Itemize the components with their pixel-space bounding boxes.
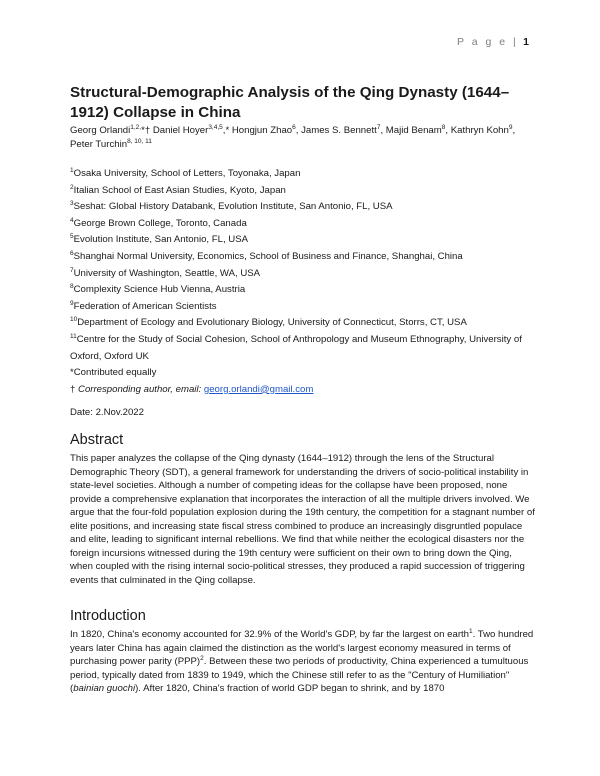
affiliation-number: 7: [70, 266, 74, 274]
dagger-mark: †: [70, 383, 79, 395]
affiliation-number: 10: [70, 316, 78, 324]
affiliation-text: Seshat: Global History Databank, Evolution Institute, San Antonio, FL, USA: [73, 201, 393, 213]
paper-title: Structural-Demographic Analysis of the Qing Dynasty (1644–1912) Collapse in China: [70, 84, 510, 121]
affiliation-item: [70, 315, 540, 332]
page-number-header: [457, 36, 529, 48]
corresponding-author-note: [70, 382, 540, 399]
author-mark: ,*: [222, 125, 230, 136]
author-affil-sup: 9: [508, 124, 513, 131]
author-name: , James S. Bennett: [295, 125, 377, 136]
affiliation-text: Evolution Institute, San Antonio, FL, USA: [73, 234, 249, 246]
affiliation-number: 2: [70, 183, 74, 191]
corresponding-label: Corresponding author, email:: [78, 383, 204, 395]
affiliation-item: [70, 216, 540, 233]
author-affil-sup: 7: [376, 124, 381, 131]
affiliation-item: [70, 166, 540, 183]
author-name: , Peter Turchin: [70, 125, 516, 150]
author-name: Daniel Hoyer: [150, 125, 209, 136]
affiliation-item: [70, 332, 540, 365]
author-affil-sup: 1,2,: [130, 124, 142, 131]
introduction-text: [70, 628, 536, 696]
affiliation-number: 5: [70, 233, 74, 241]
affiliation-item: [70, 183, 540, 200]
abstract-text: This paper analyzes the collapse of the Qing dynasty (1644–1912) through the lens of the Structural Demographic Theory (SDT), a general framework for understanding the drivers of socio-political instability in state-level societies. Although a number of competing ideas for the collapse have been proposed, none provide a comprehensive explanation that incorporates the interaction of all the multiple drivers involved. We argue that the four-fold population explosion during the 19th century, the competition for a stagnant number of elite positions, and increasing state fiscal stress combined to produce an increasingly disgruntled populace and elite, leading to significant internal rebellions. We find that while neither the ecological disasters nor the foreign incursions witnessed during the 19th century were sufficient on their own to bring down the Qing, when coupled with the rising internal socio-political stresses, they produced a rapid succession of triggering events that culminated in the Qing collapse.: [70, 453, 535, 586]
author-name: , Kathryn Kohn: [445, 125, 509, 136]
affiliation-text: Osaka University, School of Letters, Toyonaka, Japan: [73, 168, 301, 179]
contributed-equally-note: *Contributed equally: [70, 367, 157, 379]
intro-text-segment: . Two hundred years later China has again claimed the distinction as the world's largest economy measured in terms of purchasing power parity (PPP): [70, 629, 534, 667]
affiliation-item: [70, 299, 540, 316]
author-affil-sup: 8, 10, 11: [127, 137, 152, 145]
email-link[interactable]: georg.orlandi@gmail.com: [203, 383, 314, 395]
author-name: , Majid Benam: [380, 125, 442, 136]
document-date: Date: 2.Nov.2022: [70, 407, 144, 418]
author-list: [70, 124, 540, 151]
affiliation-number: 9: [70, 299, 74, 307]
affiliation-text: George Brown College, Toronto, Canada: [73, 217, 247, 229]
footnote-ref: 1: [469, 628, 473, 635]
author-affil-sup: 3,4,5: [208, 124, 223, 131]
page-label: P a g e: [456, 36, 508, 48]
intro-italic-term: bainian guochi: [73, 683, 136, 694]
affiliation-number: 6: [70, 249, 74, 257]
affiliation-number: 1: [70, 167, 74, 174]
author-name: Georg Orlandi: [70, 125, 131, 136]
footnote-ref: 2: [200, 655, 204, 662]
affiliation-text: University of Washington, Seattle, WA, USA: [73, 267, 261, 279]
affiliation-list: [70, 166, 540, 398]
affiliation-item: [70, 282, 540, 299]
affiliation-text: Federation of American Scientists: [73, 300, 217, 312]
affiliation-number: 11: [70, 332, 77, 340]
affiliation-text: Centre for the Study of Social Cohesion, School of Anthropology and Museum Ethnography, University of Oxford, Oxford UK: [70, 333, 522, 362]
abstract-heading: Abstract: [70, 432, 124, 448]
intro-text-segment: In 1820, China's economy accounted for 32.9% of the World's GDP, by far the largest on earth: [70, 629, 470, 640]
page-separator: |: [513, 36, 516, 48]
intro-text-segment: ). After 1820, China's fraction of world GDP began to shrink, and by 1870: [135, 683, 445, 694]
affiliation-item: [70, 199, 540, 216]
affiliation-text: Italian School of East Asian Studies, Kyoto, Japan: [73, 184, 286, 196]
author-affil-sup: 6: [292, 124, 296, 131]
author-name: Hongjun Zhao: [229, 125, 293, 136]
intro-text-segment: . Between these two periods of productivity, China experienced a tumultuous period, typically dated from 1839 to 1949, which the Chinese still refer to as the "Century of Humiliation" (: [70, 656, 529, 694]
affiliation-text: Shanghai Normal University, Economics, School of Business and Finance, Shanghai, China: [73, 250, 463, 262]
affiliation-number: 3: [70, 200, 74, 208]
affiliation-item: [70, 232, 540, 249]
introduction-heading: Introduction: [70, 608, 146, 624]
affiliation-number: 4: [70, 216, 74, 224]
author-mark: *†: [141, 125, 151, 136]
affiliation-number: 8: [70, 283, 74, 291]
affiliation-item: [70, 266, 540, 283]
affiliation-item: [70, 249, 540, 266]
affiliation-text: Department of Ecology and Evolutionary Biology, University of Connecticut, Storrs, CT, USA: [77, 317, 467, 329]
page-number: 1: [523, 36, 529, 48]
affiliation-text: Complexity Science Hub Vienna, Austria: [73, 284, 246, 296]
author-affil-sup: 8: [441, 124, 446, 131]
